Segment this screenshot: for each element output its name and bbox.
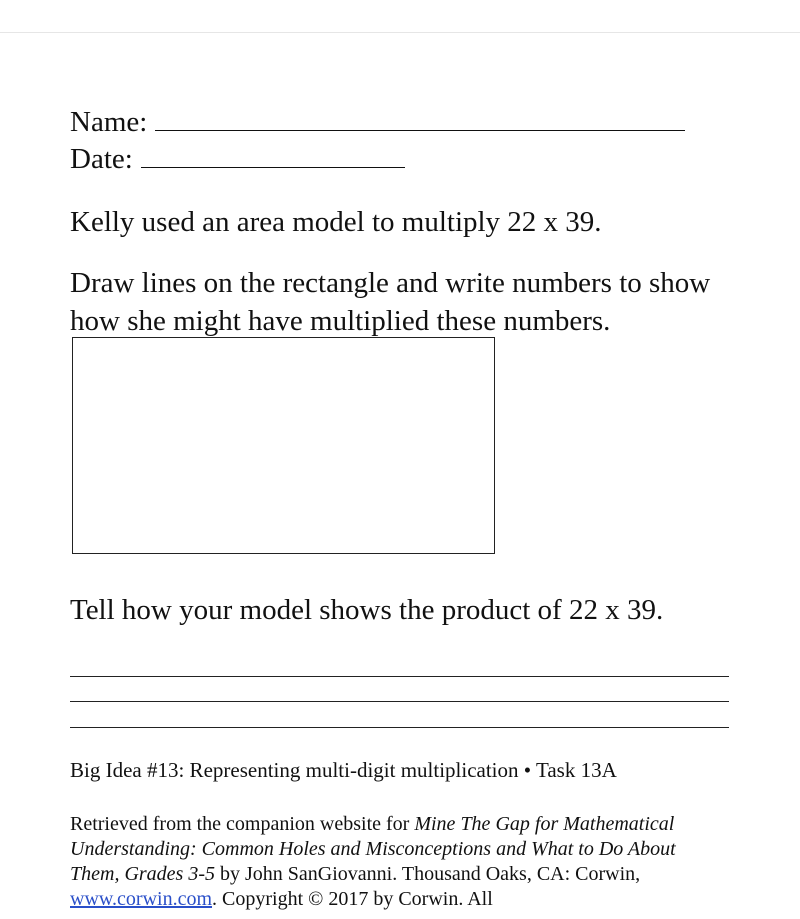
corwin-link[interactable]: www.corwin.com (70, 888, 213, 910)
citation-suffix: . Copyright © 2017 by Corwin. All (212, 888, 493, 910)
explanation-question: Tell how your model shows the product of 22 x 39. (70, 594, 664, 626)
name-blank-line[interactable] (155, 129, 685, 131)
date-blank-line[interactable] (141, 166, 405, 168)
citation-middle: by John SanGiovanni. Thousand Oaks, CA: Corwin, (215, 863, 641, 885)
name-label: Name: (70, 106, 148, 138)
answer-line-2[interactable] (70, 701, 729, 702)
date-row (70, 145, 405, 174)
name-row (70, 108, 685, 137)
area-model-rectangle[interactable] (72, 337, 495, 554)
page-top-divider (0, 32, 800, 33)
answer-line-1[interactable] (70, 676, 729, 677)
task-footer: Big Idea #13: Representing multi-digit multiplication • Task 13A (70, 758, 617, 782)
problem-prompt: Kelly used an area model to multiply 22 x 39. (70, 206, 602, 238)
answer-line-3[interactable] (70, 727, 729, 728)
date-label: Date: (70, 143, 133, 175)
book-title: Mine The Gap for Mathematical Understanding: Common Holes and Misconceptions and What to Do About Them, Grades 3-5 (70, 813, 676, 885)
citation-footer (70, 812, 730, 912)
problem-instruction: Draw lines on the rectangle and write numbers to show how she might have multiplied these numbers. (70, 267, 711, 337)
citation-prefix: Retrieved from the companion website for (70, 813, 415, 835)
